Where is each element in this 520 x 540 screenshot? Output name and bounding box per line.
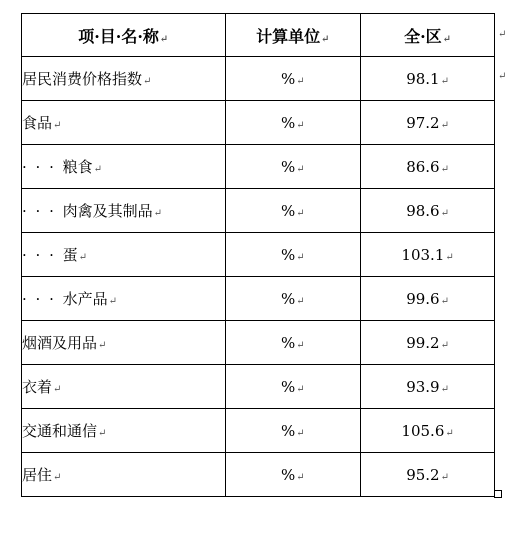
unit-cell (225, 409, 361, 453)
value-cell (361, 145, 495, 189)
paragraph-mark-icon: ↵ (296, 471, 305, 483)
unit-cell (225, 101, 361, 145)
header-unit-text: 计算单位 (256, 26, 321, 46)
paragraph-mark-icon: ↵ (296, 339, 305, 351)
item-label: 烟酒及用品 (22, 334, 98, 352)
paragraph-mark-icon: ↵ (296, 383, 305, 395)
item-cell (22, 453, 226, 497)
item-label: 衣着 (22, 378, 53, 396)
paragraph-mark-icon: ↵ (93, 164, 103, 175)
paragraph-mark-icon: ↵ (440, 75, 449, 87)
value-text: 93.9 (406, 377, 440, 396)
paragraph-mark-icon: ↵ (296, 295, 305, 307)
paragraph-mark-icon: ↵ (296, 207, 305, 219)
value-cell (361, 233, 495, 277)
paragraph-mark-icon: ↵ (159, 33, 169, 45)
item-cell (22, 101, 226, 145)
value-text: 98.1 (406, 69, 440, 88)
unit-text: % (281, 377, 296, 396)
unit-text: % (281, 245, 296, 264)
value-cell (361, 409, 495, 453)
value-text: 99.6 (406, 289, 440, 308)
table-row (22, 409, 495, 453)
value-text: 95.2 (406, 465, 440, 484)
paragraph-mark-icon: ↵ (98, 428, 107, 439)
indent-dots: · · · (22, 246, 63, 264)
paragraph-mark-icon: ↵ (445, 427, 454, 439)
item-label: 水产品 (62, 290, 108, 308)
unit-text: % (281, 421, 296, 440)
value-cell (361, 277, 495, 321)
paragraph-mark-icon: ↵ (153, 208, 163, 219)
unit-cell (225, 189, 361, 233)
paragraph-mark-icon: ↵ (296, 119, 305, 131)
paragraph-mark-icon: ↵ (53, 120, 62, 131)
table-row (22, 365, 495, 409)
value-cell (361, 453, 495, 497)
paragraph-mark-icon: ↵ (498, 71, 507, 82)
paragraph-mark-icon: ↵ (108, 296, 118, 307)
indent-dots: · · · (22, 158, 63, 176)
value-cell (361, 57, 495, 101)
indent-dots: · · · (22, 202, 63, 220)
item-cell (22, 233, 226, 277)
value-text: 99.2 (406, 333, 440, 352)
table-row (22, 145, 495, 189)
value-cell (361, 189, 495, 233)
item-cell (22, 409, 226, 453)
table-resize-handle[interactable] (494, 490, 502, 498)
unit-cell (225, 453, 361, 497)
cpi-table (21, 13, 495, 497)
unit-text: % (281, 465, 296, 484)
paragraph-mark-icon: ↵ (440, 471, 449, 483)
item-label: 肉禽及其制品 (62, 202, 153, 220)
unit-text: % (281, 113, 296, 132)
table-row (22, 233, 495, 277)
header-region-text: 全·区 (404, 26, 442, 46)
unit-cell (225, 233, 361, 277)
item-label: 粮食 (62, 158, 93, 176)
value-cell (361, 101, 495, 145)
unit-text: % (281, 201, 296, 220)
paragraph-mark-icon: ↵ (53, 472, 62, 483)
paragraph-mark-icon: ↵ (498, 29, 507, 40)
unit-cell (225, 277, 361, 321)
item-label: 居民消费价格指数 (22, 70, 143, 88)
header-item-text: 项·目·名·称 (78, 26, 159, 46)
item-label: 交通和通信 (22, 422, 98, 440)
paragraph-mark-icon: ↵ (98, 340, 107, 351)
paragraph-mark-icon: ↵ (53, 384, 62, 395)
item-cell (22, 57, 226, 101)
header-item (22, 14, 226, 57)
table-row (22, 57, 495, 101)
item-label: 居住 (22, 466, 53, 484)
paragraph-mark-icon: ↵ (296, 251, 305, 263)
value-cell (361, 321, 495, 365)
item-cell (22, 145, 226, 189)
paragraph-mark-icon: ↵ (143, 76, 152, 87)
indent-dots: · · · (22, 290, 63, 308)
paragraph-mark-icon: ↵ (296, 427, 305, 439)
unit-cell (225, 145, 361, 189)
unit-cell (225, 57, 361, 101)
table-row (22, 277, 495, 321)
unit-text: % (281, 69, 296, 88)
paragraph-mark-icon: ↵ (440, 295, 449, 307)
header-unit (225, 14, 361, 57)
value-cell (361, 365, 495, 409)
paragraph-mark-icon: ↵ (296, 75, 305, 87)
paragraph-mark-icon: ↵ (440, 119, 449, 131)
paragraph-mark-icon: ↵ (440, 339, 449, 351)
table-row (22, 453, 495, 497)
value-text: 98.6 (406, 201, 440, 220)
table-row (22, 101, 495, 145)
header-row (22, 14, 495, 57)
paragraph-mark-icon: ↵ (321, 33, 330, 45)
item-cell (22, 277, 226, 321)
paragraph-mark-icon: ↵ (440, 383, 449, 395)
value-text: 105.6 (401, 421, 445, 440)
item-label: 食品 (22, 114, 53, 132)
table-row (22, 189, 495, 233)
item-label: 蛋 (62, 246, 78, 264)
item-cell (22, 321, 226, 365)
paragraph-mark-icon: ↵ (440, 207, 449, 219)
value-text: 97.2 (406, 113, 440, 132)
unit-cell (225, 321, 361, 365)
unit-text: % (281, 289, 296, 308)
paragraph-mark-icon: ↵ (78, 252, 88, 263)
paragraph-mark-icon: ↵ (442, 33, 452, 45)
unit-text: % (281, 333, 296, 352)
unit-text: % (281, 157, 296, 176)
item-cell (22, 365, 226, 409)
table-row (22, 321, 495, 365)
header-region (361, 14, 495, 57)
unit-cell (225, 365, 361, 409)
value-text: 103.1 (401, 245, 445, 264)
paragraph-mark-icon: ↵ (445, 251, 454, 263)
value-text: 86.6 (406, 157, 440, 176)
item-cell (22, 189, 226, 233)
paragraph-mark-icon: ↵ (296, 163, 305, 175)
paragraph-mark-icon: ↵ (440, 163, 449, 175)
